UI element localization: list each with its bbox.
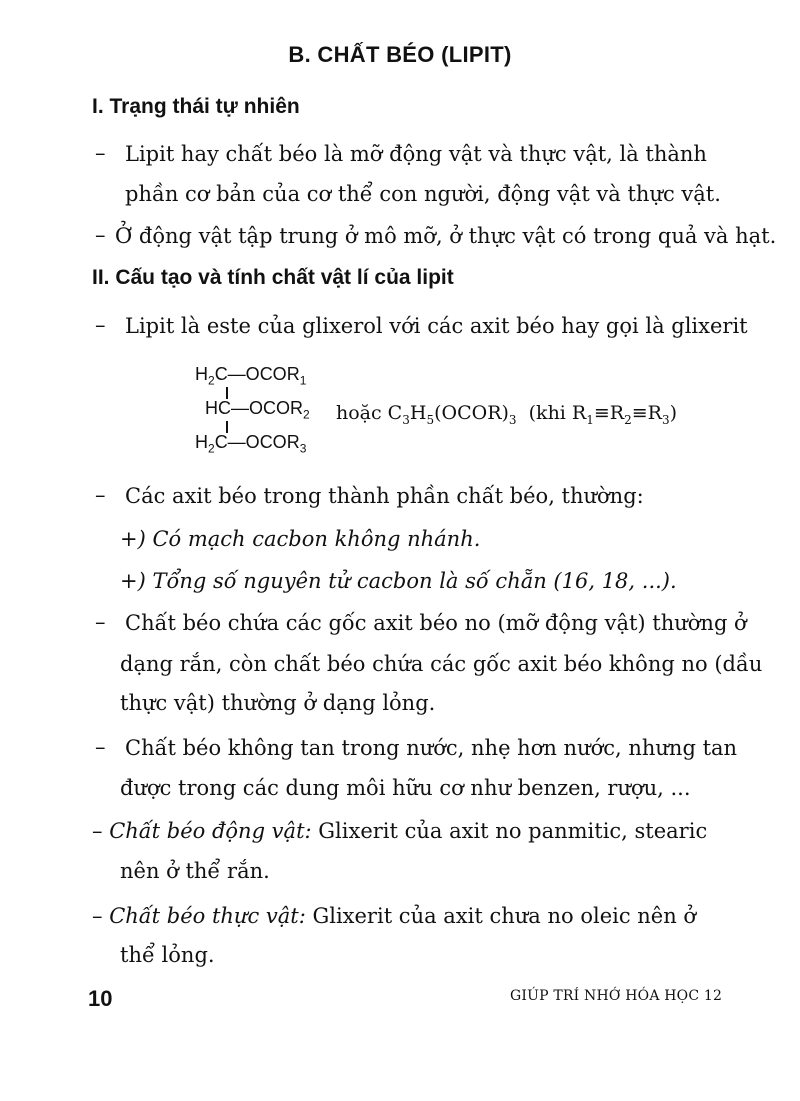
section-heading-structure: II. Cấu tạo và tính chất vật lí của lipit [92, 266, 454, 289]
sub-item-line: +) Có mạch cacbon không nhánh. [120, 527, 481, 551]
bullet-dash: – [95, 313, 106, 337]
sub-item-line: +) Tổng số nguyên tử cacbon là số chẵn (16, 18, ...). [120, 569, 677, 593]
paragraph-line: Lipit hay chất béo là mỡ động vật và thực vật, là thành [125, 142, 707, 166]
section-heading-natural-state: I. Trạng thái tự nhiên [92, 95, 300, 118]
paragraph-line: Các axit béo trong thành phần chất béo, thường: [125, 484, 644, 508]
paragraph-line: nên ở thể rắn. [120, 859, 270, 883]
paragraph-line-animal-fat: – Chất béo động vật: Glixerit của axit no panmitic, stearic [92, 819, 708, 843]
bullet-dash: – [95, 735, 106, 759]
paragraph-line-plant-fat: – Chất béo thực vật: Glixerit của axit chưa no oleic nên ở [92, 904, 697, 928]
paragraph-line: phần cơ bản của cơ thể con người, động vật và thực vật. [125, 182, 721, 206]
paragraph-line: thực vật) thường ở dạng lỏng. [120, 691, 436, 715]
formula-row-1: $H_2C—OCOR_1$ [195, 364, 307, 388]
bullet-dash: – [95, 141, 106, 165]
formula-condensed: hoặc $C_3H_5(OCOR)_3$ (khi $R_1\equiv R_2\equiv R_3$) [336, 402, 678, 427]
paragraph-line: Chất béo không tan trong nước, nhẹ hơn nước, nhưng tan [125, 736, 738, 760]
formula-row-3: $H_2C—OCOR_3$ [195, 432, 307, 456]
paragraph-line: dạng rắn, còn chất béo chứa các gốc axit béo không no (dầu [120, 652, 763, 676]
paragraph-line: Ở động vật tập trung ở mô mỡ, ở thực vật có trong quả và hạt. [115, 224, 777, 248]
page-number: 10 [88, 986, 113, 1011]
formula-row-2: $HC—OCOR_2$ [205, 398, 310, 422]
paragraph-line: Chất béo chứa các gốc axit béo no (mỡ động vật) thường ở [125, 611, 747, 635]
paragraph-line: Lipit là este của glixerol với các axit béo hay gọi là glixerit [125, 314, 748, 338]
book-title-footer: GIÚP TRÍ NHỚ HÓA HỌC 12 [510, 988, 723, 1004]
paragraph-line: được trong các dung môi hữu cơ như benzen, rượu, ... [120, 776, 691, 800]
bullet-dash: – [95, 483, 106, 507]
bullet-dash: – [95, 223, 106, 247]
page-title: B. CHẤT BÉO (LIPIT) [288, 42, 512, 67]
paragraph-line: thể lỏng. [120, 943, 215, 967]
bullet-dash: – [95, 610, 106, 634]
glycerol-ester-formula [195, 362, 715, 462]
